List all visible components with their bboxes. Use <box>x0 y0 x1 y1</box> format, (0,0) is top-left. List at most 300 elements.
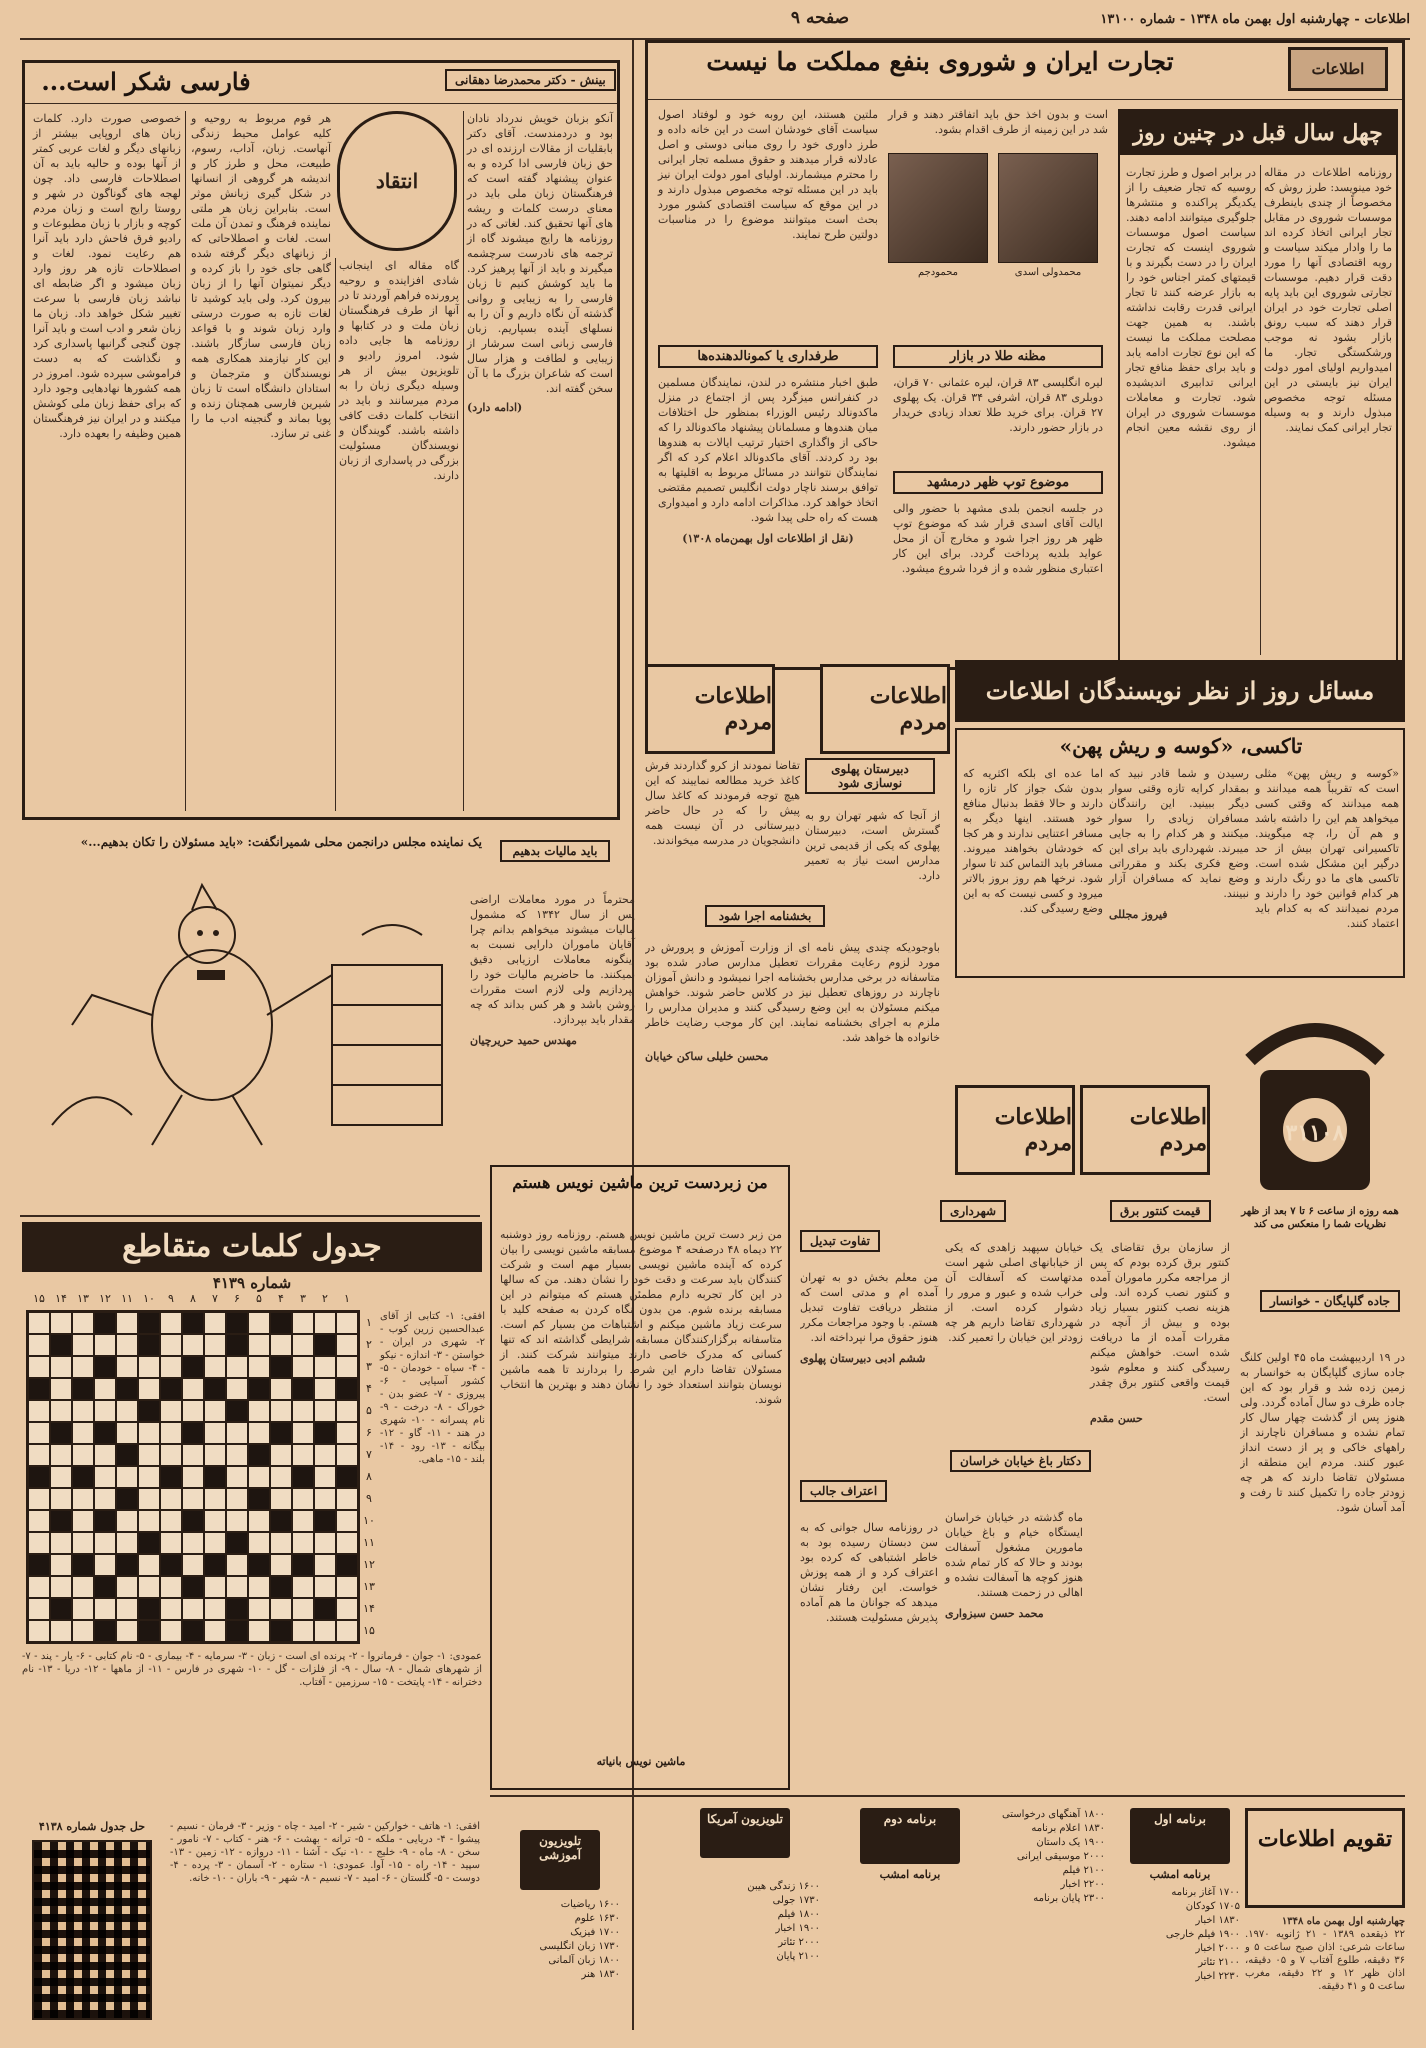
crossword-cell[interactable] <box>50 1312 72 1334</box>
crossword-cell[interactable] <box>138 1510 160 1532</box>
trade-col-3: طبق اخبار منتشره در لندن، نمایندگان مسلمین در کنفرانس میزگرد پس از اجتماع در منزل ماکدونالد رئیس الوزراء بمنظور حل اختلافات میان هندوها و مسلمانان پیشنهاد ماکدونالد را که حاکی از واگذاری اختیار ترتیب ایالات به هندوها بود رد کردند. آقای ماکدونالد اعلام کرد که اگر نمایندگان نتوانند در مسائل مربوط به اقلیتها به توافق برسند ناچار دولت انگلیس تصمیم مقتضی اتخاذ خواهد کرد. مذاکرات ادامه دارد و امیدواری هست که راه حلی پیدا شود. (نقل از اطلاعات اول بهمن‌ماه ۱۳۰۸) <box>658 376 878 545</box>
crossword-cell[interactable] <box>160 1422 182 1444</box>
crossword-grid[interactable] <box>26 1310 360 1644</box>
diff-body: من معلم بخش دو به تهران آمده ام و مدتی است که منتظر دریافت تفاوت تبدیل هستم. با وجود مراجعات مکرر هنوز حقوق مرا نپرداخته اند. ششم ادبی دبیرستان پهلوی <box>800 1271 938 1365</box>
typing-sign: ماشین نویس بانیاته <box>596 1755 686 1768</box>
crossword-cell[interactable] <box>94 1334 116 1356</box>
ch1-logo: برنامه اول <box>1130 1808 1230 1864</box>
letter3-title: باید مالیات بدهیم <box>500 840 610 862</box>
crossword-cell[interactable] <box>314 1554 336 1576</box>
crossword-cell[interactable] <box>226 1466 248 1488</box>
typing-title: من زبردست ترین ماشین نویس هستم <box>512 1173 768 1192</box>
crossword-cell[interactable] <box>336 1532 358 1554</box>
crossword-black-cell <box>28 1378 50 1400</box>
crossword-row-number: ۱۵ <box>363 1624 375 1637</box>
crossword-cell[interactable] <box>270 1444 292 1466</box>
crossword-cell[interactable] <box>182 1488 204 1510</box>
crossword-cell[interactable] <box>182 1444 204 1466</box>
page-number: صفحه ۹ <box>790 8 850 28</box>
crossword-cell[interactable] <box>292 1510 314 1532</box>
crossword-cell[interactable] <box>50 1620 72 1642</box>
crossword-cell[interactable] <box>314 1378 336 1400</box>
crossword-cell[interactable] <box>28 1488 50 1510</box>
ch3-logo: تلویزیون آمریکا <box>700 1808 790 1858</box>
doctor-body: ماه گذشته در خیابان خراسان ایستگاه خیام و باغ خیابان مامورین مشغول آسفالت بودند و حالا که کار تمام شده هنوز کوچه ها آسفالت نشده و اهالی در زحمت هستند. محمد حسن سبزواری <box>945 1511 1083 1620</box>
crossword-black-cell <box>182 1422 204 1444</box>
trade-col-1: ملتین هستند، این روبه خود و لوفتاد اصول سیاست آقای خودشان است در این خانه داده و طرز داوری خود را روی مبانی دوستی و اصل عادلانه قرار میدهند و حقوق مسلمه تجار ایرانی را محترم میشمارند. اولیای امور دولت ایران نیز باید در این مسئله توجه مخصوص مبذول دارند و در این موقع که سیاست اقتصادی کشور مورد بحث است میتوانند موضوع را در مناسبات دولتین طرح نمایند. <box>658 108 878 241</box>
crossword-cell[interactable] <box>28 1312 50 1334</box>
crossword-row-number: ۵ <box>366 1404 372 1417</box>
crossword-black-cell <box>248 1444 270 1466</box>
crossword-cell[interactable] <box>50 1378 72 1400</box>
crossword-cell[interactable] <box>336 1400 358 1422</box>
ch3-program-list <box>700 1880 820 1964</box>
criticism-logo: انتقاد <box>337 111 457 251</box>
crossword-cell[interactable] <box>336 1576 358 1598</box>
crossword-cell[interactable] <box>182 1532 204 1554</box>
crossword-cell[interactable] <box>116 1576 138 1598</box>
crossword-column-number: ۱۳ <box>77 1292 89 1305</box>
crossword-row-number: ۱۱ <box>363 1536 375 1549</box>
trade-col-2-top: است و بدون اخذ حق باید اتفاقتر دهند و قرار شد در این زمینه از طرف اقدام بشود. <box>888 108 1108 136</box>
crossword-cell[interactable] <box>72 1488 94 1510</box>
crossword-cell[interactable] <box>248 1598 270 1620</box>
crossword-column-number: ۷ <box>212 1292 218 1305</box>
crossword-number: شماره ۴۱۳۹ <box>212 1274 292 1292</box>
mardom-logo-2: اطلاعات مردم <box>645 664 775 754</box>
crossword-cell[interactable] <box>182 1400 204 1422</box>
crossword-cell[interactable] <box>72 1312 94 1334</box>
crossword-black-cell <box>138 1312 160 1334</box>
crossword-black-cell <box>94 1356 116 1378</box>
crossword-cell[interactable] <box>314 1466 336 1488</box>
crossword-black-cell <box>94 1620 116 1642</box>
ettelaat-logo: اطلاعات <box>1288 47 1388 91</box>
crossword-cell[interactable] <box>226 1378 248 1400</box>
crossword-cell[interactable] <box>50 1356 72 1378</box>
crossword-cell[interactable] <box>160 1488 182 1510</box>
crossword-black-cell <box>226 1620 248 1642</box>
crossword-cell[interactable] <box>204 1334 226 1356</box>
crossword-cell[interactable] <box>138 1444 160 1466</box>
crossword-cell[interactable] <box>28 1356 50 1378</box>
typing-article <box>490 1165 790 1790</box>
forty-col-1: در برابر اصول و طرز تجارت روسیه که تجار ضعیف را از یکدیگر پراکنده و منتشرها جلوگیری میتوانند ادامه دهند. سیاست اصول موسسات شوروی اینست که تجارت ایران را در دست بگیرند و با قیمتهای کمتر اجناس خود را به بازار عرضه کنند تا تجار ایرانی قدرت رقابت نداشته باشند. به همین جهت مصلحت مملکت ما نیست که این نوع تجارت ادامه یابد و باید برای حفظ منافع تجار ایرانی تدابیری اندیشیده شود. تجارت و معاملات موسسات شوروی در ایران از روی نقشه معین انجام میشود. <box>1126 166 1256 449</box>
program-item: ۱۹۰۰ اخبار <box>775 1923 820 1934</box>
crossword-cell[interactable] <box>116 1422 138 1444</box>
crossword-cell[interactable] <box>270 1466 292 1488</box>
crossword-black-cell <box>50 1598 72 1620</box>
crossword-cell[interactable] <box>204 1532 226 1554</box>
ch2-tonight: برنامه امشب <box>879 1868 941 1881</box>
crossword-cell[interactable] <box>94 1532 116 1554</box>
crossword-cell[interactable] <box>204 1422 226 1444</box>
crossword-cell[interactable] <box>226 1510 248 1532</box>
crossword-cell[interactable] <box>116 1598 138 1620</box>
crossword-cell[interactable] <box>160 1334 182 1356</box>
crossword-column-number: ۱۲ <box>99 1292 111 1305</box>
crossword-cell[interactable] <box>292 1334 314 1356</box>
crossword-cell[interactable] <box>292 1312 314 1334</box>
crossword-cell[interactable] <box>336 1488 358 1510</box>
meter-body: از سازمان برق تقاضای یک کنتور برق کرده بودم که پس از مراجعه مکرر ماموران آمده و کنتور نصب کرده اند. ولی هزینه نصب کنتور بسیار زیاد بوده و بیش از آنچه در مقررات آمده از ما دریافت شده است. خواهش میکنم رسیدگی کنند و معلوم شود قیمت واقعی کنتور برق چقدر است. حسن مقدم <box>1090 1241 1230 1425</box>
crossword-cell[interactable] <box>292 1620 314 1642</box>
crossword-column-number: ۱ <box>344 1292 350 1305</box>
crossword-cell[interactable] <box>160 1356 182 1378</box>
crossword-black-cell <box>182 1576 204 1598</box>
trade-col-5: در جلسه انجمن بلدی مشهد با حضور والی ایالت آقای اسدی قرار شد که موضوع توپ ظهر هر روز اجرا شود و مخارج آن از محل عواید بلدیه پرداخت گردد. برای این کار اعتباری منظور شده و از فردا شروع میشود. <box>893 502 1103 575</box>
crossword-cell[interactable] <box>72 1510 94 1532</box>
crossword-black-cell <box>270 1620 292 1642</box>
crossword-black-cell <box>28 1466 50 1488</box>
crossword-black-cell <box>160 1554 182 1576</box>
crossword-cell[interactable] <box>72 1444 94 1466</box>
crossword-cell[interactable] <box>160 1532 182 1554</box>
crossword-cell[interactable] <box>270 1554 292 1576</box>
crossword-black-cell <box>270 1510 292 1532</box>
crossword-cell[interactable] <box>50 1554 72 1576</box>
crossword-cell[interactable] <box>292 1356 314 1378</box>
crossword-cell[interactable] <box>204 1620 226 1642</box>
ch4-logo: تلویزیون آموزشی <box>520 1830 600 1890</box>
item-municipality: شهرداری <box>940 1200 1006 1222</box>
crossword-column-number: ۱۵ <box>33 1292 45 1305</box>
caption-asadi: محمدولی اسدی <box>1014 267 1082 278</box>
crossword-cell[interactable] <box>72 1334 94 1356</box>
trade-title: تجارت ایران و شوروی بنفع مملکت ما نیست <box>706 47 1174 76</box>
crossword-cell[interactable] <box>72 1532 94 1554</box>
crossword-cell[interactable] <box>138 1488 160 1510</box>
crossword-cell[interactable] <box>182 1554 204 1576</box>
crossword-black-cell <box>204 1554 226 1576</box>
crossword-cell[interactable] <box>50 1444 72 1466</box>
program-item: ۱۶۰۰ زندگی هیبن <box>747 1881 820 1892</box>
ch4-program-list <box>500 1898 620 1982</box>
program-item: ۲۳۰۰ پایان برنامه <box>1033 1893 1105 1904</box>
crossword-cell[interactable] <box>270 1488 292 1510</box>
crossword-cell[interactable] <box>314 1312 336 1334</box>
letter1-title: دبیرستان پهلوی نوسازی شود <box>805 758 935 794</box>
crossword-cell[interactable] <box>116 1312 138 1334</box>
crossword-cell[interactable] <box>94 1400 116 1422</box>
crossword-column-number: ۵ <box>256 1292 262 1305</box>
crossword-black-cell <box>72 1466 94 1488</box>
crossword-black-cell <box>292 1378 314 1400</box>
crossword-cell[interactable] <box>28 1422 50 1444</box>
crossword-cell[interactable] <box>270 1378 292 1400</box>
crossword-black-cell <box>248 1488 270 1510</box>
letter1-body-2: از آنجا که شهر تهران رو به گسترش است، دبیرستان پهلوی که یکی از قدیمی ترین مدارس است نیاز به تعمیر دارد. <box>805 809 940 882</box>
crossword-cell[interactable] <box>138 1422 160 1444</box>
crossword-cell[interactable] <box>28 1400 50 1422</box>
crossword-black-cell <box>50 1510 72 1532</box>
crossword-black-cell <box>160 1466 182 1488</box>
crossword-title: جدول کلمات متقاطع <box>22 1222 482 1272</box>
crossword-cell[interactable] <box>204 1356 226 1378</box>
crossword-row-number: ۱۲ <box>363 1558 375 1571</box>
crossword-black-cell <box>292 1466 314 1488</box>
crossword-cell[interactable] <box>336 1312 358 1334</box>
crossword-clues-across: افقی: ۱- کتابی از آقای عبدالحسین زرین کوب - ۲- شهری در ایران - خواستن - ۳- اندازه - نیکو - ۴- سیاه - خودمان - ۵- کشور آسیایی - ۶- پیروزی - ۷- عضو بدن - خوراک - ۸- درخت - ۹- نام پسرانه - ۱۰- شهری در هند - ۱۱- گاو - ۱۲- بیگانه - ۱۳- رود - ۱۴- بلند - ۱۵- ماهی. <box>380 1311 485 1465</box>
crossword-cell[interactable] <box>270 1334 292 1356</box>
crossword-cell[interactable] <box>182 1334 204 1356</box>
crossword-cell[interactable] <box>226 1444 248 1466</box>
crossword-row-number: ۱۳ <box>363 1580 375 1593</box>
crossword-cell[interactable] <box>336 1598 358 1620</box>
crossword-cell[interactable] <box>204 1312 226 1334</box>
crossword-cell[interactable] <box>116 1620 138 1642</box>
crossword-cell[interactable] <box>248 1532 270 1554</box>
program-item: ۱۸۳۰ اعلام برنامه <box>1031 1823 1105 1834</box>
phone-hours: همه روزه از ساعت ۶ تا ۷ بعد از ظهر نظریات شما را منعکس می کند <box>1241 1206 1399 1230</box>
cartoon-illustration <box>32 875 472 1155</box>
crossword-cell[interactable] <box>248 1620 270 1642</box>
crossword-black-cell <box>314 1334 336 1356</box>
crossword-cell[interactable] <box>336 1510 358 1532</box>
farsi-title: فارسی شکر است... <box>41 67 251 96</box>
solution-grid <box>32 1840 152 2020</box>
crossword-cell[interactable] <box>270 1532 292 1554</box>
crossword-column-number: ۱۰ <box>143 1292 155 1305</box>
letter3-body: محترماً در مورد معاملات اراضی پس از سال ۱۳۴۲ که مشمول مالیات میشوند میخواهم بدانم چرا آقایان ماموران دارایی نسبت به اینگونه معاملات ارزیابی دقیق نمیکنند. ما حاضریم مالیات خود را بپردازیم ولی لازم است مقررات روشن باشد و هر کس بداند که چه مقدار باید بپردازد. مهندس حمید حریرچیان <box>470 893 635 1047</box>
crossword-cell[interactable] <box>314 1488 336 1510</box>
program-item: ۲۲۳۰ اخبار <box>1195 1971 1240 1982</box>
cartoon-caption: یک نماینده مجلس درانجمن محلی شمیرانگفت: «باید مسئولان را تکان بدهیم...» <box>80 835 482 849</box>
crossword-cell[interactable] <box>204 1488 226 1510</box>
crossword-column-numbers <box>28 1292 358 1305</box>
crossword-cell[interactable] <box>116 1510 138 1532</box>
crossword-cell[interactable] <box>314 1356 336 1378</box>
crossword-cell[interactable] <box>204 1444 226 1466</box>
crossword-cell[interactable] <box>94 1466 116 1488</box>
farsi-col-4: آنکو بزبان خویش ندرداد نادان بود و دردمندست. آقای دکتر بابقلیات از مقالات ارزنده ای در حق زبان فارسی ادا کرده و به عنوان پیشنهاد گفته است که فرهنگستان زبان ملی باید در معنای درست کلمات و ریشه های آنها تحقیق کند. لغاتی که در روزنامه ها رایج میشوند گاه از ترجمه های نادرست سرچشمه میگیرند و باید از آنها پرهیز کرد. ما باید کوشش کنیم تا زبان فارسی را به زیبایی و روانی گذشته آن نگاه داریم و آن را به نسلهای آینده بسپاریم. زبان فارسی زبانی است سرشار از زیبایی و لطافت و هزار سال است که شاعران بزرگ ما با آن سخن گفته اند. (ادامه دارد) <box>467 112 613 414</box>
crossword-column-number: ۳ <box>300 1292 306 1305</box>
crossword-black-cell <box>270 1312 292 1334</box>
crossword-cell[interactable] <box>50 1466 72 1488</box>
crossword-cell[interactable] <box>160 1312 182 1334</box>
crossword-cell[interactable] <box>72 1598 94 1620</box>
crossword-black-cell <box>314 1598 336 1620</box>
crossword-cell[interactable] <box>138 1576 160 1598</box>
crossword-cell[interactable] <box>336 1444 358 1466</box>
letter3-sign: مهندس حمید حریرچیان <box>470 1034 577 1047</box>
crossword-cell[interactable] <box>204 1400 226 1422</box>
crossword-column-number: ۶ <box>234 1292 240 1305</box>
program-item: ۱۶۳۰ علوم <box>574 1913 620 1924</box>
crossword-black-cell <box>248 1554 270 1576</box>
crossword-cell[interactable] <box>292 1598 314 1620</box>
crossword-cell[interactable] <box>270 1400 292 1422</box>
crossword-row-number: ۶ <box>366 1426 372 1439</box>
crossword-cell[interactable] <box>292 1422 314 1444</box>
crossword-cell[interactable] <box>116 1532 138 1554</box>
program-item: ۲۰۰۰ موسیقی ایرانی <box>1016 1851 1105 1862</box>
program-item: ۲۱۰۰ پایان <box>776 1951 820 1962</box>
letters-area <box>645 740 945 1160</box>
crossword-cell[interactable] <box>28 1598 50 1620</box>
letter1-body: تقاضا نمودند از کرو گذاردند فرش کاغذ خرید مطالعه نماییند که این هیچ توجه فرمودند که کاغذ سال پیش را که در حال حاضر دبیرستانی در آن نیست همه دانشجویان در مدرسه میخواندند. <box>645 759 800 847</box>
crossword-cell[interactable] <box>248 1422 270 1444</box>
program-item: ۱۷۳۰ زبان انگلیسی <box>539 1941 620 1952</box>
crossword-cell[interactable] <box>116 1466 138 1488</box>
crossword-black-cell <box>138 1620 160 1642</box>
sign-sabzevari: محمد حسن سبزواری <box>945 1607 1044 1620</box>
taxi-col-1: اما عده ای بلکه اکثریه که بدون شک جواز کار تازه را دارند و حالا فقط بدنبال منافع خود هستند. اینها دیگر به مسافر اعتنایی ندارند و هر کجا که خودشان بخواهند میروند. مسافر باید التماس کند تا سوار شود. نرخها هم روز بروز بالاتر میرود و کسی نیست که به این وضع رسیدگی کند. <box>963 767 1103 915</box>
crossword-cell[interactable] <box>226 1422 248 1444</box>
crossword-cell[interactable] <box>314 1444 336 1466</box>
program-item: ۱۸۳۰ اخبار <box>1195 1915 1240 1926</box>
farsi-col-1: خصوصی صورت دارد. کلمات زبان های اروپایی بیشتر از زبانهای دیگر و لغات عربی کمتر از آنها بوده و حالیه باید به آن اصطلاحات فارسی داد. چون لهجه های گوناگون در شهر و روستا رایج است و زبان مردم کوچه و بازار با زبان مطبوعات و رادیو فرق فاحش دارد باید آنرا هم رعایت نمود. لغات و اصطلاحات تازه هر روز وارد زبان میشود و اگر ضابطه ای نباشد زبان فارسی با سرعت تغییر شکل خواهد داد. زبان ما زبان شعر و ادب است و باید آنرا چون گنجی گرانبها پاسداری کرد و نگذاشت که به دست فراموشی سپرده شود. امروز در همه کشورها نهادهایی وجود دارد که برای حفظ زبان ملی کوشش میکنند و در ایران نیز فرهنگستان همین وظیفه را بعهده دارد. <box>33 112 181 440</box>
crossword-black-cell <box>270 1356 292 1378</box>
crossword-black-cell <box>182 1356 204 1378</box>
crossword-cell[interactable] <box>50 1532 72 1554</box>
farsi-col-2: هر قوم مربوط به روحیه و کلیه عوامل محیط زندگی آنهاست. زبان، آداب، رسوم، طبیعت، محل و طرز کار و اندیشه هر گروهی از انسانها در شکل گیری زبانش موثر است. بنابراین زبان هر ملتی نماینده فرهنگ و تمدن آن ملت است. لغات و اصطلاحاتی که از زبانهای دیگر گرفته شده گاهی جای خود را باز کرده و دیگر نمیتوان آنها را از زبان بیرون کرد. ولی باید کوشید تا لغات تازه به صورت درستی وارد زبان شوند و با قواعد زبان فارسی سازگار باشند. این کار نیازمند همکاری همه نویسندگان و مترجمان و استادان دانشگاه است تا زبان شیرین فارسی همچنان زنده و پویا بماند و گنجینه ادب ما را غنی تر سازد. <box>191 112 331 440</box>
crossword-cell[interactable] <box>72 1576 94 1598</box>
masthead-text: اطلاعات - چهارشنبه اول بهمن ماه ۱۳۴۸ - شماره ۱۳۱۰۰ <box>1100 12 1410 27</box>
crossword-black-cell <box>72 1554 94 1576</box>
crossword-cell[interactable] <box>94 1598 116 1620</box>
item-doctor: دکتار باغ خیابان خراسان <box>950 1450 1091 1472</box>
crossword-black-cell <box>226 1532 248 1554</box>
mardom-logo-3: اطلاعات مردم <box>1080 1085 1210 1175</box>
crossword-cell[interactable] <box>292 1444 314 1466</box>
program-item: ۲۰۰۰ اخبار <box>1195 1943 1240 1954</box>
crossword-cell[interactable] <box>336 1356 358 1378</box>
typing-body: من زبر دست ترین ماشین نویس هستم. روزنامه روز دوشنبه ۲۲ دیماه ۴۸ درصفحه ۴ موضوع مسابقه ماشین نویسی را بیان کرده که آینده ماشین نویسی بسیار مهم است و شرکت کنندگان باید سرعت و دقت خود را نشان دهند. من که سالها در این کار تجربه دارم مطمئن هستم که میتوانم در این مسابقه برنده شوم. من بدون نگاه کردن به صفحه کلید با سرعت زیاد ماشین میکنم و اشتباهات من بسیار کم است. متاسفانه برگزارکنندگان مسابقه شرایطی گذاشته اند که تنها کسانی که مدرک خاصی دارند میتوانند شرکت کنند. از مسئولان تقاضا دارم این شرط را بردارند تا همه ماشین نویسان بتوانند استعداد خود را نشان دهند و بهترین ها انتخاب شوند. <box>500 1228 782 1406</box>
crossword-cell[interactable] <box>292 1400 314 1422</box>
crossword-cell[interactable] <box>160 1598 182 1620</box>
crossword-cell[interactable] <box>116 1334 138 1356</box>
confession-body: در روزنامه سال جوانی که به سن دبستان رسیده بود به خاطر اشتباهی که کرده بود اعتراف کرد و از همه پوزش خواست. این رفتار نشان میدهد که جوانان ما هم آماده پذیرش مسئولیت هستند. <box>800 1521 938 1624</box>
crossword-cell[interactable] <box>204 1510 226 1532</box>
crossword-clues-down: عمودی: ۱- جوان - فرمانروا - ۲- پرنده ای است - زبان - ۳- سرمایه - ۴- بیماری - ۵- نام کتابی - ۶- یار - پند - ۷- از شهرهای شمال - ۸- سال - ۹- از فلزات - گل - ۱۰- شهری در فارس - ۱۱- از ماهها - ۱۲- دریا - ۱۳- نام دخترانه - ۱۴- پایتخت - ۱۵- سرزمین - آفتاب. <box>22 1651 483 1688</box>
crossword-cell[interactable] <box>292 1532 314 1554</box>
crossword-cell[interactable] <box>226 1576 248 1598</box>
caption-jam: محمودجم <box>917 267 959 278</box>
crossword-cell[interactable] <box>204 1576 226 1598</box>
taxi-title: تاکسی، «کوسه و ریش پهن» <box>1059 734 1303 758</box>
crossword-cell[interactable] <box>336 1620 358 1642</box>
crossword-row-number: ۲ <box>366 1338 372 1351</box>
trade-sub2: مظنه طلا در بازار <box>893 345 1103 368</box>
crossword-cell[interactable] <box>28 1576 50 1598</box>
letter2-body: باوجودیکه چندی پیش نامه ای از وزارت آموزش و پرورش در مورد لزوم رعایت مقررات تعطیل مدارس صادر شده بود متاسفانه در برخی مدارس بخشنامه اجرا نمیشود و دانش آموزان ناچارند در روزهای تعطیل نیز در کلاس حاضر شوند. خواهش میکنم مسئولان به این وضع رسیدگی کنند و مدیران مدارس را ملزم به اجرای بخشنامه نمایند. این کار موجب رضایت خاطر خانواده ها خواهد شد. محسن خلیلی ساکن خیابان <box>645 941 940 1063</box>
crossword-cell[interactable] <box>248 1334 270 1356</box>
crossword-row-numbers <box>360 1312 378 1642</box>
program-item: ۱۷۳۰ جولی <box>772 1895 820 1906</box>
crossword-cell[interactable] <box>28 1334 50 1356</box>
photo-jam <box>888 153 988 263</box>
crossword-column-number: ۸ <box>190 1292 196 1305</box>
masthead-info <box>960 12 1410 34</box>
crossword-black-cell <box>138 1532 160 1554</box>
crossword-cell[interactable] <box>248 1466 270 1488</box>
crossword-cell[interactable] <box>160 1510 182 1532</box>
crossword-cell[interactable] <box>314 1576 336 1598</box>
crossword-cell[interactable] <box>28 1620 50 1642</box>
crossword-cell[interactable] <box>50 1400 72 1422</box>
crossword-cell[interactable] <box>94 1378 116 1400</box>
crossword-cell[interactable] <box>204 1598 226 1620</box>
crossword-cell[interactable] <box>50 1576 72 1598</box>
crossword-cell[interactable] <box>94 1444 116 1466</box>
crossword-cell[interactable] <box>314 1620 336 1642</box>
crossword-cell[interactable] <box>72 1422 94 1444</box>
crossword-cell[interactable] <box>28 1532 50 1554</box>
tax-letter <box>470 840 640 1160</box>
crossword-cell[interactable] <box>50 1488 72 1510</box>
crossword-cell[interactable] <box>248 1356 270 1378</box>
crossword-cell[interactable] <box>116 1400 138 1422</box>
crossword-cell[interactable] <box>72 1356 94 1378</box>
crossword-cell[interactable] <box>226 1356 248 1378</box>
crossword-cell[interactable] <box>160 1444 182 1466</box>
crossword-cell[interactable] <box>28 1444 50 1466</box>
crossword-cell[interactable] <box>94 1554 116 1576</box>
crossword-cell[interactable] <box>248 1400 270 1422</box>
crossword-cell[interactable] <box>226 1488 248 1510</box>
crossword-cell[interactable] <box>248 1510 270 1532</box>
crossword-cell[interactable] <box>292 1576 314 1598</box>
trade-article <box>645 40 1405 670</box>
crossword-cell[interactable] <box>138 1356 160 1378</box>
crossword-cell[interactable] <box>160 1400 182 1422</box>
crossword-cell[interactable] <box>336 1422 358 1444</box>
crossword-cell[interactable] <box>314 1532 336 1554</box>
crossword-black-cell <box>270 1576 292 1598</box>
taxi-article <box>955 728 1405 978</box>
crossword-cell[interactable] <box>248 1576 270 1598</box>
letter2-title: بخشنامه اجرا شود <box>705 905 825 927</box>
crossword-cell[interactable] <box>72 1400 94 1422</box>
crossword-cell[interactable] <box>72 1620 94 1642</box>
crossword-cell[interactable] <box>336 1334 358 1356</box>
crossword-row-number: ۷ <box>366 1448 372 1461</box>
crossword-row-number: ۹ <box>366 1492 372 1505</box>
sign-moghaddam: حسن مقدم <box>1090 1412 1143 1425</box>
crossword-cell[interactable] <box>160 1620 182 1642</box>
crossword-black-cell <box>336 1378 358 1400</box>
crossword-cell[interactable] <box>138 1554 160 1576</box>
calendar-logo: تقویم اطلاعات <box>1245 1808 1405 1908</box>
crossword-cell[interactable] <box>28 1510 50 1532</box>
farsi-article <box>22 60 620 820</box>
crossword-cell[interactable] <box>314 1400 336 1422</box>
crossword-cell[interactable] <box>160 1576 182 1598</box>
crossword-cell[interactable] <box>248 1312 270 1334</box>
program-item: ۲۰۰۰ تئاتر <box>778 1937 820 1948</box>
ch1-program-list <box>1115 1886 1240 1984</box>
crossword-row-number: ۴ <box>366 1382 372 1395</box>
crossword-black-cell <box>138 1334 160 1356</box>
crossword-cell[interactable] <box>138 1378 160 1400</box>
crossword-cell[interactable] <box>182 1466 204 1488</box>
crossword-cell[interactable] <box>94 1488 116 1510</box>
crossword-black-cell <box>50 1334 72 1356</box>
crossword-cell[interactable] <box>182 1378 204 1400</box>
crossword-cell[interactable] <box>270 1598 292 1620</box>
crossword-cell[interactable] <box>116 1356 138 1378</box>
crossword-cell[interactable] <box>226 1554 248 1576</box>
crossword-black-cell <box>138 1400 160 1422</box>
crossword-black-cell <box>336 1466 358 1488</box>
crossword-cell[interactable] <box>292 1488 314 1510</box>
program-item: ۲۲۰۰ اخبار <box>1060 1879 1105 1890</box>
crossword-cell[interactable] <box>182 1598 204 1620</box>
trade-col-4: لیره انگلیسی ۸۳ قران، لیره عثمانی ۷۰ قران، دوبلری ۸۳ قران، اشرفی ۳۴ قران. یک پهلوی ۲۷ قران. برای خرید طلا تعداد زیادی خریدار در بازار حضور دارند. <box>893 376 1103 434</box>
crossword-black-cell <box>160 1378 182 1400</box>
crossword-cell[interactable] <box>138 1466 160 1488</box>
